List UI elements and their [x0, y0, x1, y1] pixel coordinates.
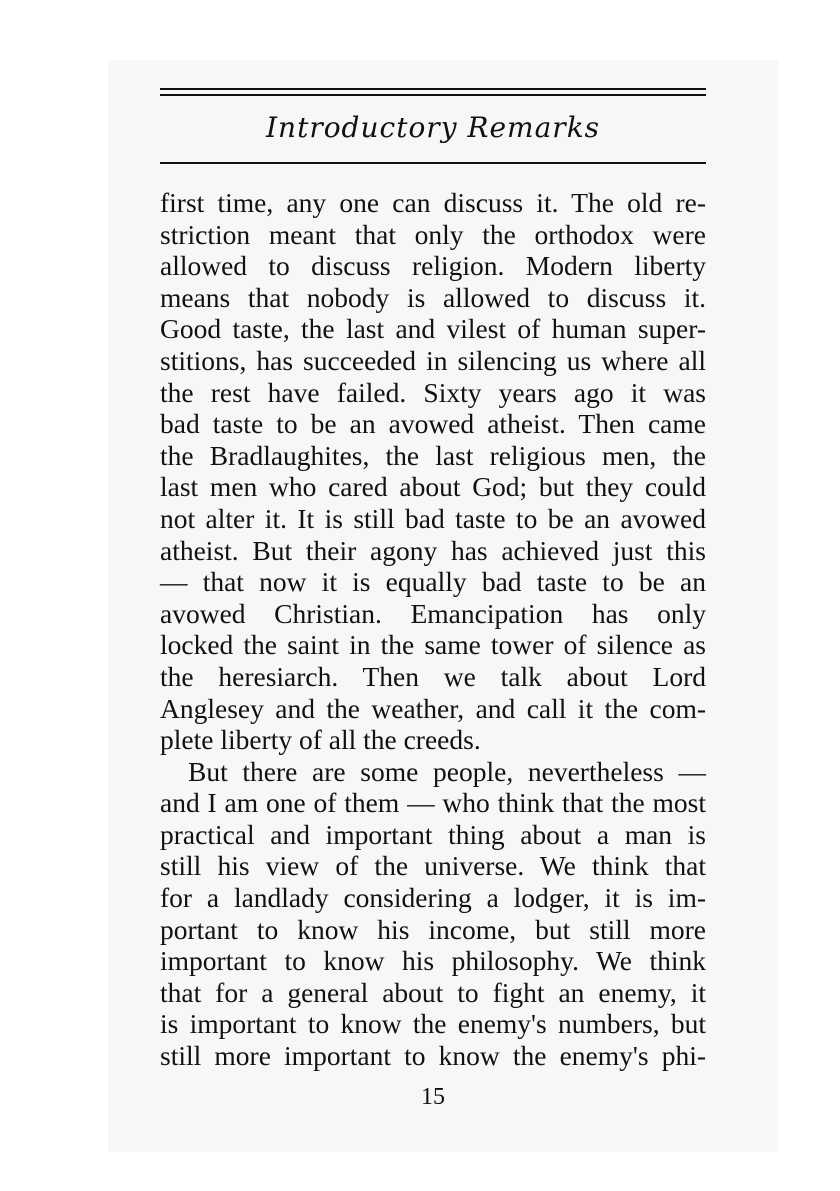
header-rule-second — [160, 94, 706, 96]
text-line-paragraph-end: plete liberty of all the creeds. — [160, 724, 481, 756]
text-line: striction meant that only the orthodox were — [160, 218, 706, 250]
text-line: that for a general about to fight an enemy, it — [160, 976, 706, 1008]
text-line: bad taste to be an avowed atheist. Then came — [160, 408, 706, 440]
text-line: locked the saint in the same tower of silence as — [160, 629, 706, 661]
text-line: first time, any one can discuss it. The old re- — [160, 187, 706, 218]
header-rule-bottom — [160, 162, 706, 164]
text-line: means that nobody is allowed to discuss it. — [160, 281, 706, 313]
text-line: and I am one of them — who think that the most — [160, 787, 706, 819]
text-line: still his view of the universe. We think that — [160, 850, 706, 882]
text-line: stitions, has succeeded in silencing us where all — [160, 344, 706, 376]
text-line: portant to know his income, but still more — [160, 913, 706, 945]
text-line: Anglesey and the weather, and call it the com- — [160, 692, 706, 724]
text-line: still more important to know the enemy's phi- — [160, 1040, 706, 1072]
text-line: the Bradlaughites, the last religious men, the — [160, 439, 706, 471]
text-line: for a landlady considering a lodger, it is im- — [160, 882, 706, 914]
text-line: — that now it is equally bad taste to be an — [160, 566, 706, 598]
text-line: Good taste, the last and vilest of human super- — [160, 313, 706, 345]
running-title: Introductory Remarks — [265, 111, 601, 144]
text-line: last men who cared about God; but they could — [160, 471, 706, 503]
text-line: is important to know the enemy's numbers, but — [160, 1008, 706, 1040]
text-line: important to know his philosophy. We think — [160, 945, 706, 977]
text-line: avowed Christian. Emancipation has only — [160, 597, 706, 629]
text-line-paragraph-start: But there are some people, nevertheless — — [188, 755, 706, 787]
text-line: the rest have failed. Sixty years ago it was — [160, 376, 706, 408]
text-line: not alter it. It is still bad taste to be an avowed — [160, 502, 706, 534]
text-line: allowed to discuss religion. Modern liberty — [160, 250, 706, 282]
text-line: practical and important thing about a man is — [160, 818, 706, 850]
text-line: the heresiarch. Then we talk about Lord — [160, 660, 706, 692]
header-rule-top — [160, 88, 706, 90]
body-text — [160, 187, 706, 1072]
page-number: 15 — [421, 1084, 445, 1110]
text-line: atheist. But their agony has achieved just this — [160, 534, 706, 566]
